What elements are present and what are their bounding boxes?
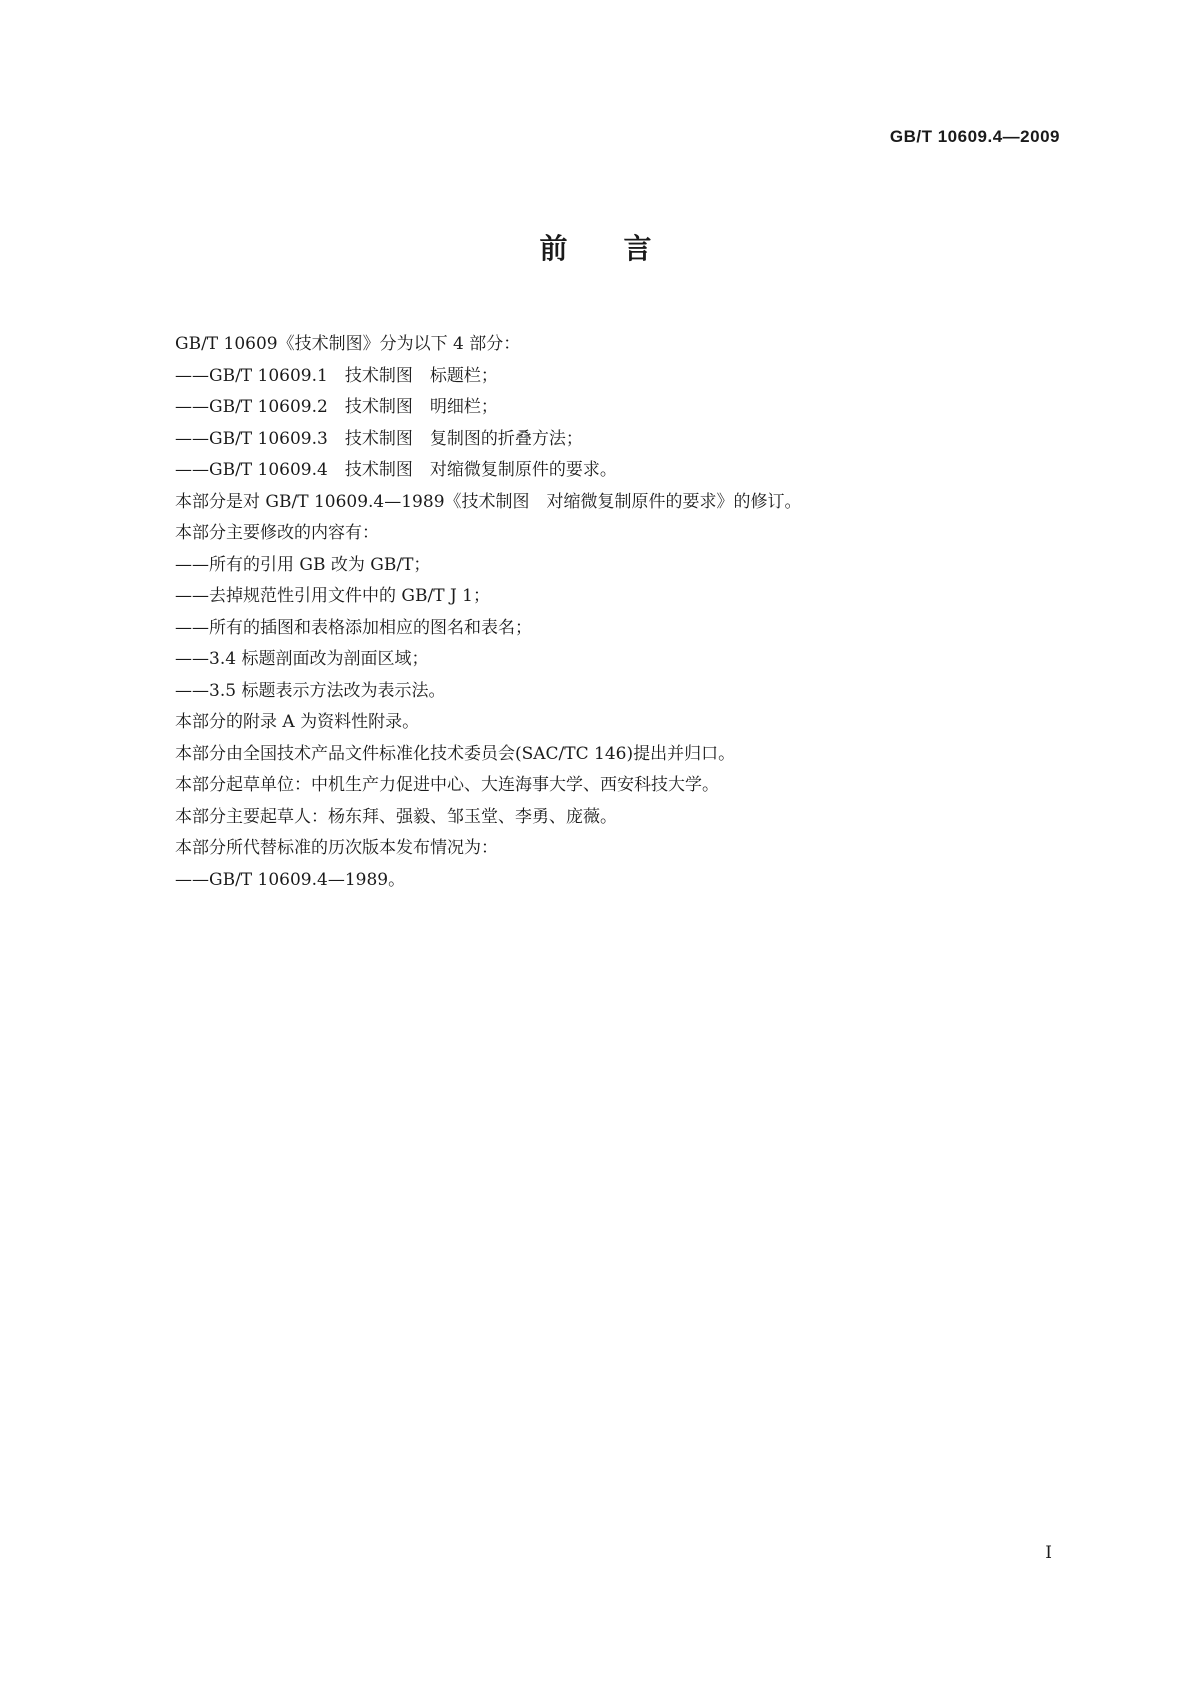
page-title: 前 言 [539, 232, 652, 265]
body-line: 本部分由全国技术产品文件标准化技术委员会(SAC/TC 146)提出并归口。 [175, 743, 736, 764]
body-line: 本部分起草单位：中机生产力促进中心、大连海事大学、西安科技大学。 [175, 775, 719, 795]
body-line: ——GB/T 10609.3 技术制图 复制图的折叠方法； [175, 428, 583, 449]
body-line: ——所有的引用 GB 改为 GB/T； [175, 554, 431, 575]
body-line: 本部分是对 GB/T 10609.4—1989《技术制图 对缩微复制原件的要求》的修订。 [175, 491, 802, 512]
body-line: 本部分主要起草人：杨东拜、强毅、邹玉堂、李勇、庞薇。 [175, 806, 617, 827]
body-line: ——GB/T 10609.1 技术制图 标题栏； [175, 365, 498, 386]
body-line: ——GB/T 10609.4—1989。 [175, 869, 406, 890]
body-line: ——去掉规范性引用文件中的 GB/T J 1； [175, 586, 490, 606]
page-number: I [1045, 1543, 1052, 1563]
body-line: ——3.5 标题表示方法改为表示法。 [175, 680, 446, 701]
body-line: ——所有的插图和表格添加相应的图名和表名； [175, 617, 532, 638]
foreword-body [175, 329, 1075, 896]
body-line: ——GB/T 10609.2 技术制图 明细栏； [175, 397, 498, 417]
body-line: GB/T 10609《技术制图》分为以下 4 部分： [175, 334, 521, 354]
body-line: 本部分主要修改的内容有： [175, 523, 379, 543]
body-line: 本部分所代替标准的历次版本发布情况为： [175, 838, 498, 858]
body-line: ——3.4 标题剖面改为剖面区域； [175, 649, 429, 669]
body-line: 本部分的附录 A 为资料性附录。 [175, 712, 420, 732]
standard-code: GB/T 10609.4—2009 [889, 127, 1060, 146]
body-line: ——GB/T 10609.4 技术制图 对缩微复制原件的要求。 [175, 460, 617, 480]
